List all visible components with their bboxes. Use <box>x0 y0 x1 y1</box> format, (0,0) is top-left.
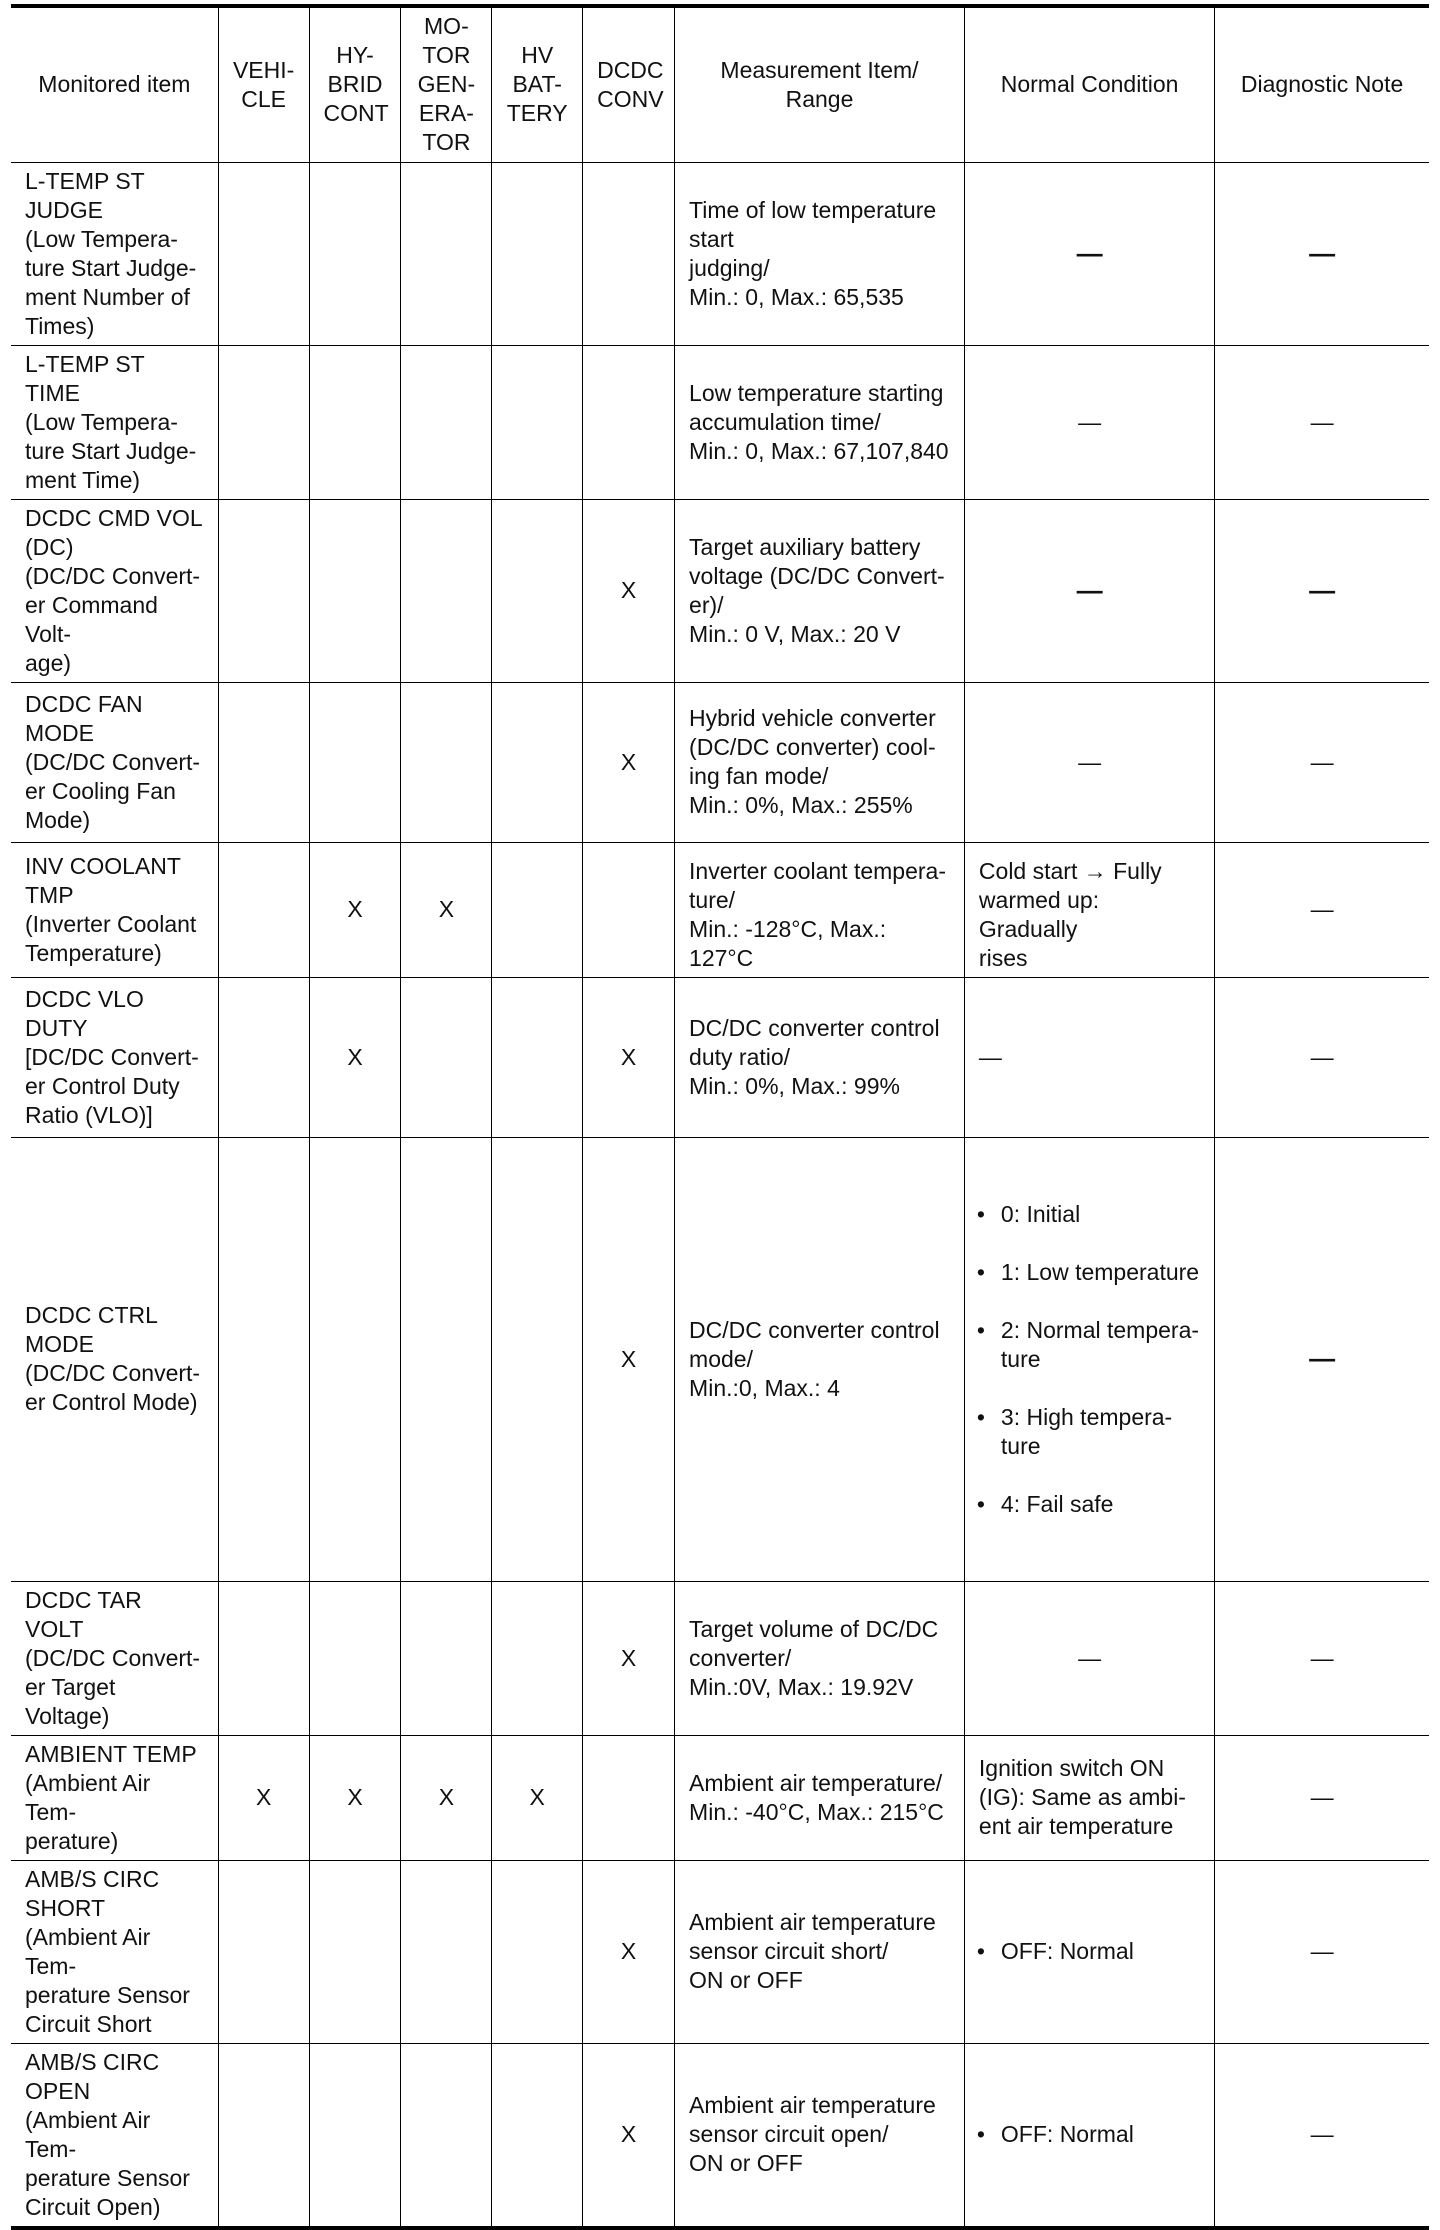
motor-generator-mark <box>401 1581 492 1735</box>
hybrid-cont-mark <box>309 162 401 345</box>
diagnostic-note-cell <box>1215 1137 1429 1581</box>
bullet-icon: • <box>976 1316 985 1343</box>
motor-generator-mark <box>401 977 492 1137</box>
vehicle-mark: X <box>218 1735 309 1860</box>
bullet-icon: • <box>976 1200 985 1227</box>
dash: — <box>1078 408 1102 435</box>
vehicle-mark <box>218 499 309 682</box>
diagnostic-note-cell <box>1215 2043 1429 2228</box>
measurement-cell: Ambient air temperature sensor circuit short/ ON or OFF <box>675 1860 965 2043</box>
hybrid-cont-mark <box>309 1860 401 2043</box>
motor-generator-mark <box>401 2043 492 2228</box>
motor-generator-mark <box>401 1860 492 2043</box>
motor-generator-mark: X <box>401 842 492 977</box>
list-item-text: 0: Initial <box>1000 1200 1081 1227</box>
table-row <box>11 1137 1429 1581</box>
diagnostic-note-cell <box>1215 345 1429 499</box>
hv-battery-mark <box>492 345 583 499</box>
table-row <box>11 499 1429 682</box>
normal-condition-cell <box>964 1581 1214 1735</box>
hv-battery-mark <box>492 842 583 977</box>
dash: — <box>1310 896 1334 922</box>
list-item <box>975 1403 1200 1461</box>
header-hybrid-cont: HY- BRID CONT <box>309 6 401 162</box>
hv-battery-mark: X <box>492 1735 583 1860</box>
list-item-text: 4: Fail safe <box>1000 1490 1114 1517</box>
table-row <box>11 345 1429 499</box>
monitored-item-cell: AMBIENT TEMP (Ambient Air Tem- perature) <box>11 1735 218 1860</box>
normal-condition-cell: Ignition switch ON (IG): Same as ambi- ent air temperature <box>964 1735 1214 1860</box>
list-item-text: 3: High tempera- ture <box>1000 1403 1173 1459</box>
vehicle-mark <box>218 162 309 345</box>
hybrid-cont-mark <box>309 682 401 842</box>
monitored-item-cell: DCDC TAR VOLT (DC/DC Convert- er Target Voltage) <box>11 1581 218 1735</box>
list-item-text: 2: Normal tempera- ture <box>1000 1316 1200 1372</box>
vehicle-mark <box>218 682 309 842</box>
hybrid-cont-mark: X <box>309 842 401 977</box>
dcdc-conv-mark <box>583 842 675 977</box>
diagnostic-note-cell <box>1215 1860 1429 2043</box>
list-item <box>975 1200 1200 1229</box>
hv-battery-mark <box>492 499 583 682</box>
dash: — <box>1078 1644 1102 1671</box>
list-item <box>975 2120 1200 2149</box>
table-row <box>11 1860 1429 2043</box>
hv-battery-mark <box>492 2043 583 2228</box>
table-row <box>11 682 1429 842</box>
monitored-item-cell: DCDC CTRL MODE (DC/DC Convert- er Control Mode) <box>11 1137 218 1581</box>
header-normal-condition: Normal Condition <box>964 6 1214 162</box>
normal-condition-list <box>975 1908 1200 1995</box>
list-item <box>975 1490 1200 1519</box>
dcdc-conv-mark: X <box>583 977 675 1137</box>
dcdc-conv-mark <box>583 162 675 345</box>
table-row <box>11 1581 1429 1735</box>
table-row <box>11 162 1429 345</box>
dcdc-conv-mark: X <box>583 682 675 842</box>
monitored-item-cell: DCDC CMD VOL (DC) (DC/DC Convert- er Command Volt- age) <box>11 499 218 682</box>
dash: — <box>1310 1938 1334 1964</box>
normal-condition-cell <box>964 1860 1214 2043</box>
measurement-cell: DC/DC converter control duty ratio/ Min.: 0%, Max.: 99% <box>675 977 965 1137</box>
dcdc-conv-mark: X <box>583 2043 675 2228</box>
normal-condition-cell <box>964 2043 1214 2228</box>
list-item-text: OFF: Normal <box>1000 1938 1134 1964</box>
dash: — <box>1309 237 1336 268</box>
hybrid-cont-mark: X <box>309 977 401 1137</box>
dcdc-conv-mark <box>583 1735 675 1860</box>
table-row <box>11 842 1429 977</box>
hybrid-cont-mark: X <box>309 1735 401 1860</box>
normal-condition-cell: Cold start → Fully warmed up: Gradually rises <box>964 842 1214 977</box>
motor-generator-mark: X <box>401 1735 492 1860</box>
dcdc-conv-mark: X <box>583 1137 675 1581</box>
measurement-cell: Ambient air temperature sensor circuit open/ ON or OFF <box>675 2043 965 2228</box>
measurement-cell: Hybrid vehicle converter (DC/DC converter) cool- ing fan mode/ Min.: 0%, Max.: 255% <box>675 682 965 842</box>
dash: — <box>1309 574 1336 605</box>
motor-generator-mark <box>401 345 492 499</box>
dash: — <box>1310 1043 1334 1070</box>
normal-condition-cell <box>964 499 1214 682</box>
bullet-icon: • <box>976 1258 985 1285</box>
diagnostic-note-cell <box>1215 682 1429 842</box>
hybrid-cont-mark <box>309 1581 401 1735</box>
hv-battery-mark <box>492 1860 583 2043</box>
monitored-item-cell: L-TEMP ST TIME (Low Tempera- ture Start Judge- ment Time) <box>11 345 218 499</box>
hv-battery-mark <box>492 682 583 842</box>
header-monitored-item: Monitored item <box>11 6 218 162</box>
header-vehicle: VEHI- CLE <box>218 6 309 162</box>
diagnostic-note-cell <box>1215 162 1429 345</box>
dash: — <box>1310 1644 1334 1671</box>
hv-battery-mark <box>492 977 583 1137</box>
motor-generator-mark <box>401 499 492 682</box>
dash: — <box>1076 237 1103 268</box>
measurement-cell: Time of low temperature start judging/ Min.: 0, Max.: 65,535 <box>675 162 965 345</box>
table-row <box>11 2043 1429 2228</box>
bullet-icon: • <box>976 1938 985 1964</box>
dash: — <box>1309 1343 1336 1373</box>
monitored-item-cell: L-TEMP ST JUDGE (Low Tempera- ture Start Judge- ment Number of Times) <box>11 162 218 345</box>
normal-condition-cell <box>964 345 1214 499</box>
header-measurement: Measurement Item/ Range <box>675 6 965 162</box>
diagnostic-note-cell <box>1215 1581 1429 1735</box>
monitored-item-cell: DCDC VLO DUTY [DC/DC Convert- er Control Duty Ratio (VLO)] <box>11 977 218 1137</box>
dash: — <box>1310 1784 1334 1810</box>
measurement-cell: Ambient air temperature/ Min.: -40°C, Max.: 215°C <box>675 1735 965 1860</box>
normal-condition-cell <box>964 1137 1214 1581</box>
vehicle-mark <box>218 1137 309 1581</box>
table-row <box>11 977 1429 1137</box>
dash: — <box>1310 2121 1334 2147</box>
vehicle-mark <box>218 2043 309 2228</box>
hv-battery-mark <box>492 162 583 345</box>
normal-condition-cell <box>964 162 1214 345</box>
normal-condition-list <box>975 1171 1200 1548</box>
vehicle-mark <box>218 842 309 977</box>
measurement-cell: Target volume of DC/DC converter/ Min.:0V, Max.: 19.92V <box>675 1581 965 1735</box>
dash: — <box>1078 748 1102 775</box>
header-dcdc-conv: DCDC CONV <box>583 6 675 162</box>
list-item <box>975 1937 1200 1966</box>
vehicle-mark <box>218 1860 309 2043</box>
hybrid-cont-mark <box>309 345 401 499</box>
normal-condition-cell: — <box>964 977 1214 1137</box>
diagnostic-note-cell <box>1215 499 1429 682</box>
dcdc-conv-mark: X <box>583 1581 675 1735</box>
diagnostic-note-cell <box>1215 977 1429 1137</box>
vehicle-mark <box>218 1581 309 1735</box>
dash: — <box>1310 748 1334 775</box>
monitored-item-cell: INV COOLANT TMP (Inverter Coolant Temperature) <box>11 842 218 977</box>
dcdc-conv-mark: X <box>583 1860 675 2043</box>
measurement-cell: Target auxiliary battery voltage (DC/DC Convert- er)/ Min.: 0 V, Max.: 20 V <box>675 499 965 682</box>
monitored-item-cell: AMB/S CIRC SHORT (Ambient Air Tem- perature Sensor Circuit Short <box>11 1860 218 2043</box>
monitor-table <box>11 4 1429 2230</box>
dash: — <box>1310 408 1334 435</box>
list-item <box>975 1258 1200 1287</box>
bullet-icon: • <box>976 1403 985 1430</box>
hybrid-cont-mark <box>309 2043 401 2228</box>
vehicle-mark <box>218 345 309 499</box>
bullet-icon: • <box>976 2121 985 2147</box>
dcdc-conv-mark <box>583 345 675 499</box>
normal-condition-list <box>975 2091 1200 2178</box>
hybrid-cont-mark <box>309 499 401 682</box>
bullet-icon: • <box>976 1490 985 1517</box>
normal-condition-cell <box>964 682 1214 842</box>
diagnostic-note-cell <box>1215 842 1429 977</box>
dcdc-conv-mark: X <box>583 499 675 682</box>
list-item-text: OFF: Normal <box>1000 2121 1134 2147</box>
monitored-item-cell: AMB/S CIRC OPEN (Ambient Air Tem- perature Sensor Circuit Open) <box>11 2043 218 2228</box>
measurement-cell: Inverter coolant tempera- ture/ Min.: -128°C, Max.: 127°C <box>675 842 965 977</box>
table-row <box>11 1735 1429 1860</box>
measurement-cell: DC/DC converter control mode/ Min.:0, Max.: 4 <box>675 1137 965 1581</box>
header-hv-battery: HV BAT- TERY <box>492 6 583 162</box>
header-row <box>11 6 1429 162</box>
list-item-text: 1: Low temperature <box>1000 1258 1200 1285</box>
list-item <box>975 1316 1200 1374</box>
header-motor-generator: MO- TOR GEN- ERA- TOR <box>401 6 492 162</box>
diagnostic-note-cell <box>1215 1735 1429 1860</box>
dash: — <box>1076 574 1103 605</box>
hv-battery-mark <box>492 1581 583 1735</box>
header-diagnostic-note: Diagnostic Note <box>1215 6 1429 162</box>
motor-generator-mark <box>401 682 492 842</box>
vehicle-mark <box>218 977 309 1137</box>
measurement-cell: Low temperature starting accumulation time/ Min.: 0, Max.: 67,107,840 <box>675 345 965 499</box>
document-page <box>11 4 1429 2230</box>
hv-battery-mark <box>492 1137 583 1581</box>
motor-generator-mark <box>401 162 492 345</box>
monitored-item-cell: DCDC FAN MODE (DC/DC Convert- er Cooling Fan Mode) <box>11 682 218 842</box>
hybrid-cont-mark <box>309 1137 401 1581</box>
motor-generator-mark <box>401 1137 492 1581</box>
